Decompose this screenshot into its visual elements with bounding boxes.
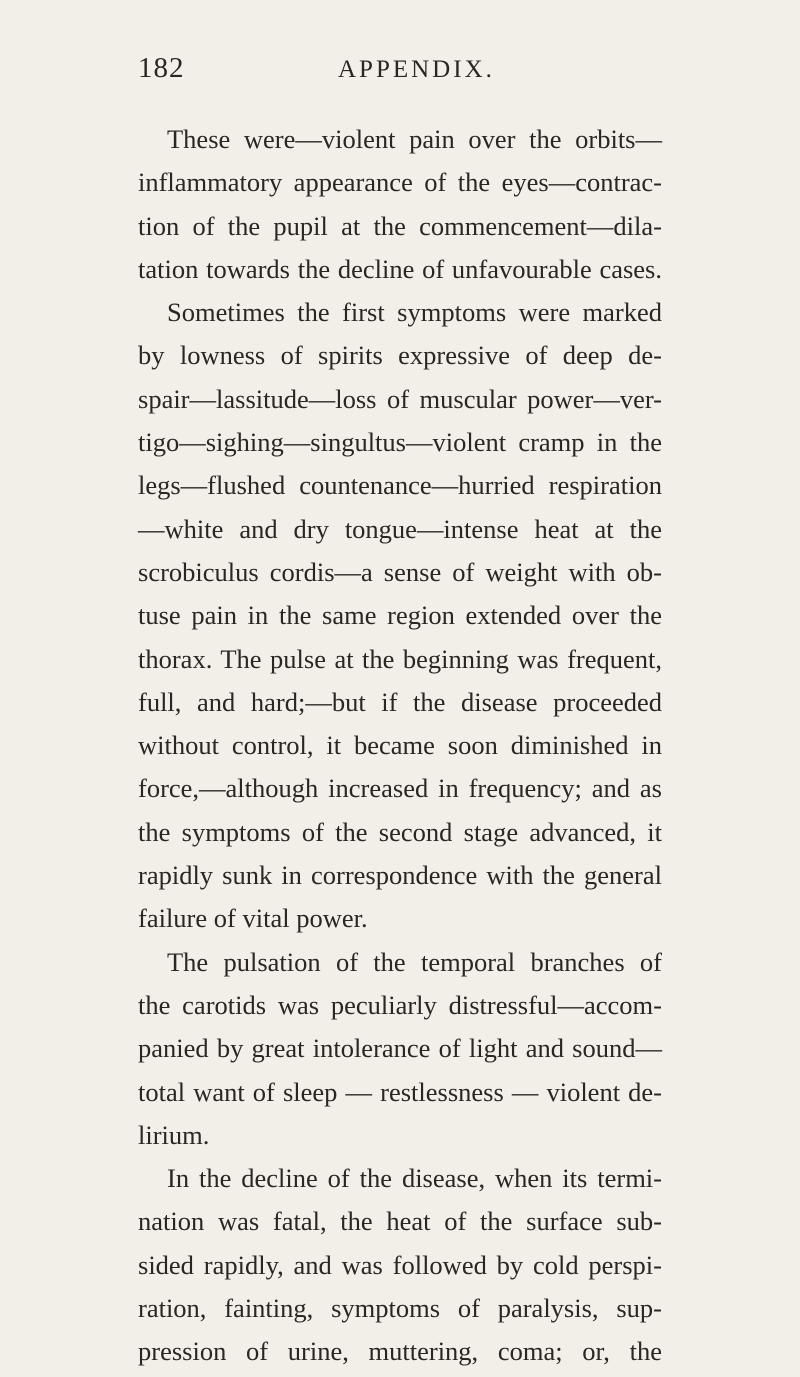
- text-line: legs—flushed countenance—hurried respiration: [138, 470, 662, 501]
- text-line: tion of the pupil at the commencement—dila-: [138, 210, 662, 241]
- running-head: APPENDIX.: [338, 56, 495, 83]
- text-line: rapidly sunk in correspondence with the general: [138, 860, 662, 891]
- page-number: 182: [138, 52, 185, 84]
- text-line: tation towards the decline of unfavourable cases.: [138, 253, 662, 284]
- text-line: force,—although increased in frequency; and as: [138, 773, 662, 804]
- text-line: without control, it became soon diminished in: [138, 730, 662, 761]
- text-line: tuse pain in the same region extended over the: [138, 600, 662, 631]
- text-line: lirium.: [138, 1119, 210, 1150]
- text-line: failure of vital power.: [138, 903, 368, 934]
- text-line: tigo—sighing—singultus—violent cramp in the: [138, 427, 662, 458]
- text-line: sided rapidly, and was followed by cold perspi-: [138, 1249, 662, 1280]
- text-line: —white and dry tongue—intense heat at the: [138, 513, 662, 544]
- text-line: Sometimes the first symptoms were marked: [167, 297, 662, 328]
- text-line: scrobiculus cordis—a sense of weight with ob-: [138, 556, 662, 587]
- text-line: inflammatory appearance of the eyes—contrac-: [138, 167, 662, 198]
- text-line: These were—violent pain over the orbits—: [167, 124, 662, 154]
- text-line: by lowness of spirits expressive of deep de-: [138, 340, 662, 371]
- text-line: total want of sleep — restlessness — violent de-: [138, 1076, 662, 1107]
- text-line: the carotids was peculiarly distressful—accom-: [138, 989, 662, 1020]
- text-line: The pulsation of the temporal branches of: [167, 946, 662, 977]
- text-line: In the decline of the disease, when its termi-: [167, 1163, 662, 1194]
- body-text: [138, 118, 662, 1374]
- text-line: full, and hard;—but if the disease proceeded: [138, 686, 662, 717]
- text-line: pression of urine, muttering, coma; or, the: [138, 1336, 662, 1367]
- page-header: [0, 52, 800, 92]
- text-line: thorax. The pulse at the beginning was frequent,: [138, 643, 662, 674]
- text-line: the symptoms of the second stage advanced, it: [138, 816, 662, 847]
- text-line: nation was fatal, the heat of the surface sub-: [138, 1206, 662, 1237]
- text-line: ration, fainting, symptoms of paralysis, sup-: [138, 1293, 662, 1324]
- text-line: panied by great intolerance of light and sound—: [138, 1033, 662, 1064]
- text-line: spair—lassitude—loss of muscular power—ver-: [138, 383, 662, 414]
